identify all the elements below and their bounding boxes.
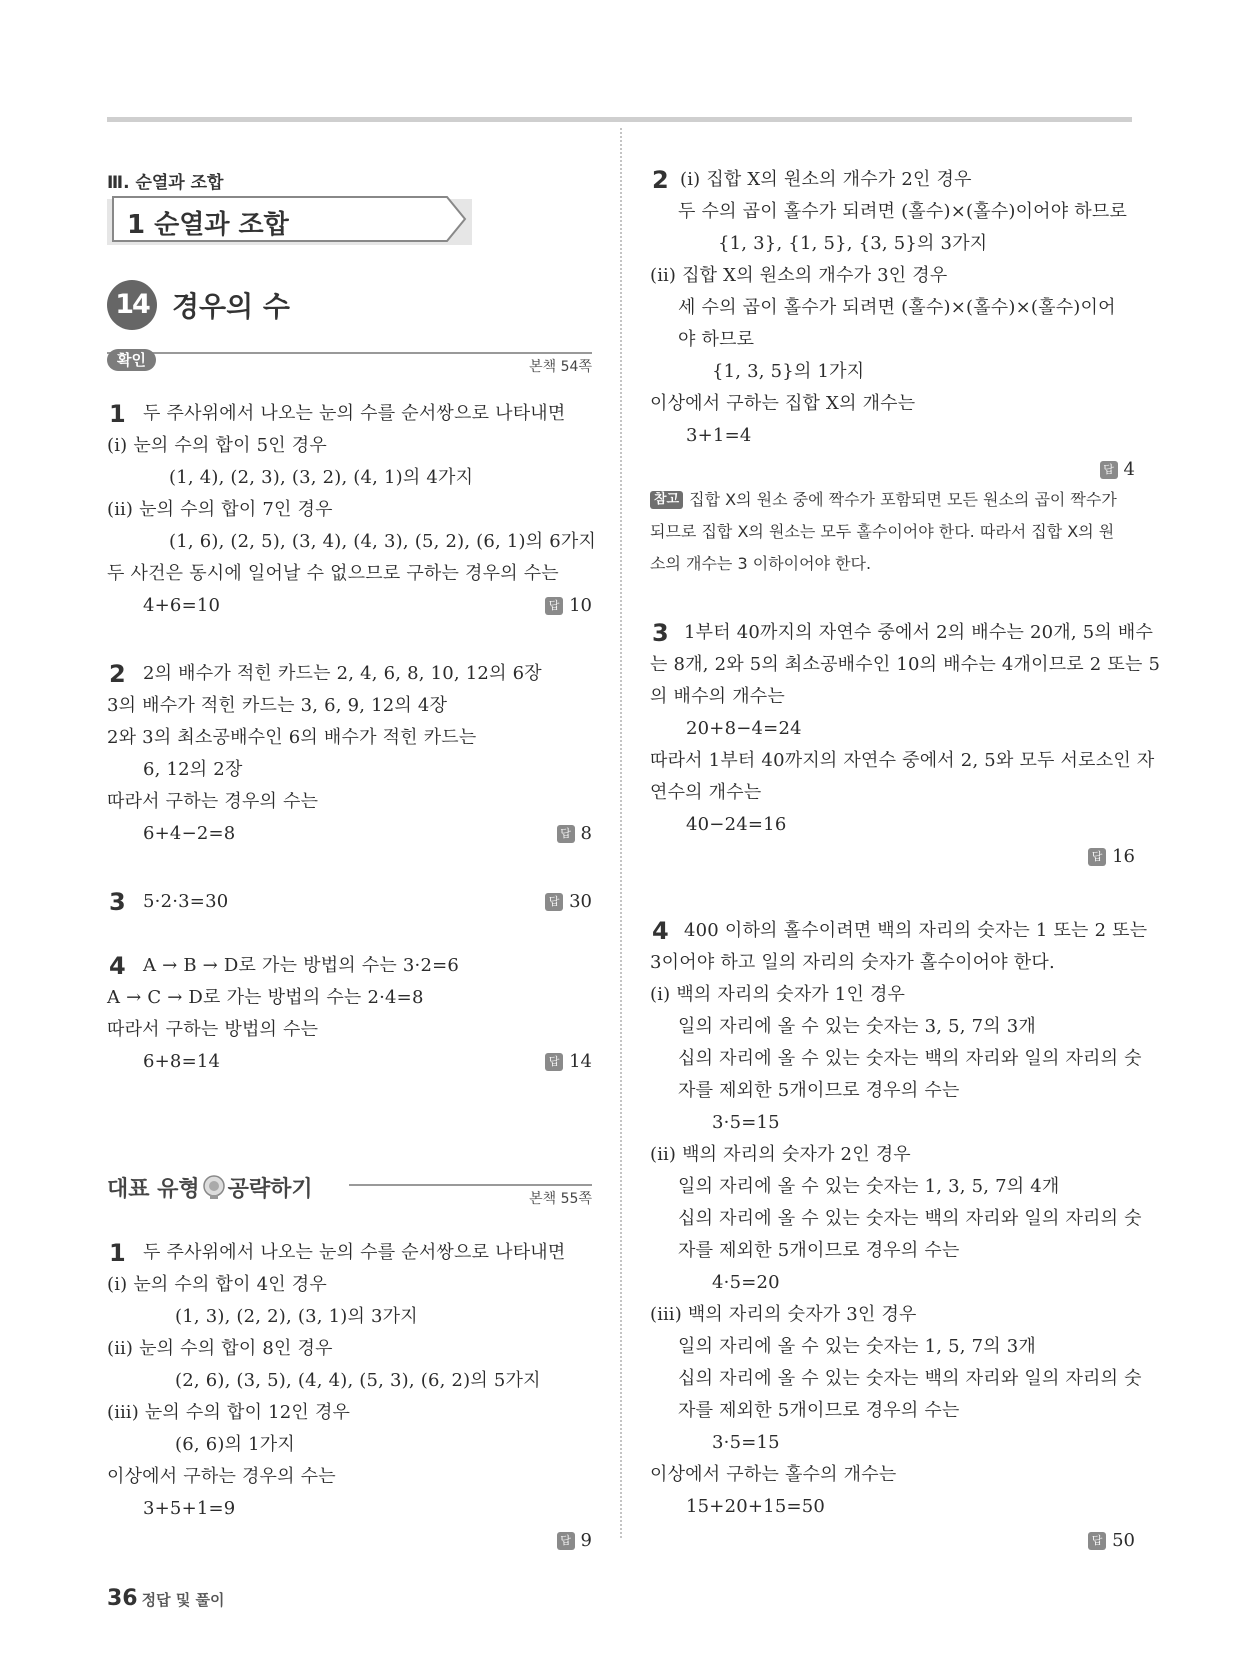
solution-line: (ⅰ) 눈의 수의 합이 5인 경우 [107, 435, 327, 456]
textbook-page-ref: 본책 55쪽 [529, 1191, 592, 1207]
solution-line: 3이어야 하고 일의 자리의 숫자가 홀수이어야 한다. [650, 952, 1055, 973]
solution-line: 이상에서 구하는 홀수의 개수는 [650, 1464, 897, 1485]
solution-line: 4·5=20 [712, 1272, 780, 1293]
answer-badge: 답 [557, 825, 575, 843]
solution-line: (1, 3), (2, 2), (3, 1)의 3가지 [175, 1306, 418, 1327]
solution-line: (ⅲ) 백의 자리의 숫자가 3인 경우 [650, 1304, 917, 1325]
answer-box [557, 1529, 592, 1553]
solution-line: 는 8개, 2와 5의 최소공배수인 10의 배수는 4개이므로 2 또는 5 [650, 654, 1161, 675]
solution-line: (ⅱ) 눈의 수의 합이 8인 경우 [107, 1338, 333, 1359]
solution-line: 2와 3의 최소공배수인 6의 배수가 적힌 카드는 [107, 727, 477, 748]
daepyo-section-header [107, 1172, 592, 1206]
solution-line: 6+8=14 [143, 1051, 221, 1072]
column-divider [620, 128, 622, 1538]
answer-value: 14 [569, 1051, 592, 1072]
chapter-heading: Ⅲ. 순열과 조합 [107, 173, 224, 193]
solution-line: 따라서 구하는 방법의 수는 [107, 1019, 319, 1040]
note-badge: 참고 [650, 491, 683, 509]
page-number: 36 [107, 1586, 138, 1611]
solution-line: 십의 자리에 올 수 있는 숫자는 백의 자리와 일의 자리의 숫 [678, 1048, 1142, 1069]
answer-value: 8 [580, 823, 592, 844]
answer-box [1088, 845, 1135, 869]
solution-line: (ⅰ) 백의 자리의 숫자가 1인 경우 [650, 984, 906, 1005]
solution-line: 20+8−4=24 [686, 718, 802, 739]
answer-box [545, 1050, 592, 1074]
solution-line: 6+4−2=8 [143, 823, 236, 844]
daepyo-title-b: 공략하기 [227, 1177, 313, 1202]
solution-line: 5·2·3=30 [143, 891, 229, 912]
answer-value: 10 [569, 595, 592, 616]
daepyo-title-a: 대표 유형 [107, 1177, 200, 1202]
solution-line: 3·5=15 [712, 1432, 780, 1453]
solution-line: (1, 6), (2, 5), (3, 4), (4, 3), (5, 2), (6, 1)의 6가지 [169, 531, 597, 552]
answer-badge: 답 [545, 597, 563, 615]
problem-number: 2 [652, 166, 669, 194]
answer-value: 9 [580, 1530, 592, 1551]
solution-line: 야 하므로 [678, 329, 755, 350]
problem-number: 1 [109, 1239, 126, 1267]
solution-line: {1, 3, 5}의 1가지 [712, 361, 865, 382]
solution-line: 두 수의 곱이 홀수가 되려면 (홀수)×(홀수)이어야 하므로 [678, 201, 1128, 222]
solution-line: (ⅰ) 눈의 수의 합이 4인 경우 [107, 1274, 327, 1295]
daepyo-title [107, 1172, 313, 1203]
solution-line: 40−24=16 [686, 814, 787, 835]
note-line: 되므로 집합 X의 원소는 모두 홀수이어야 한다. 따라서 집합 X의 원 [650, 522, 1115, 541]
solution-line: {1, 3}, {1, 5}, {3, 5}의 3가지 [718, 233, 988, 254]
solution-line: A → C → D로 가는 방법의 수는 2·4=8 [107, 987, 424, 1008]
top-rule [107, 117, 1132, 122]
solution-line: 3+5+1=9 [143, 1498, 236, 1519]
solution-line: 연수의 개수는 [650, 782, 762, 803]
answer-badge: 답 [1088, 848, 1106, 866]
unit-title-box [107, 195, 472, 245]
answer-badge: 답 [1100, 461, 1118, 479]
answer-value: 4 [1123, 459, 1135, 480]
solution-line: 일의 자리에 올 수 있는 숫자는 3, 5, 7의 3개 [678, 1016, 1036, 1037]
solution-line: (6, 6)의 1가지 [175, 1434, 295, 1455]
solution-line: 따라서 구하는 경우의 수는 [107, 791, 319, 812]
answer-badge: 답 [557, 1532, 575, 1550]
solution-line: (ⅱ) 백의 자리의 숫자가 2인 경우 [650, 1144, 911, 1165]
answer-badge: 답 [1088, 1532, 1106, 1550]
solution-line: 400 이하의 홀수이려면 백의 자리의 숫자는 1 또는 2 또는 [684, 920, 1148, 941]
solution-line: 두 사건은 동시에 일어날 수 없으므로 구하는 경우의 수는 [107, 563, 559, 584]
solution-line: 세 수의 곱이 홀수가 되려면 (홀수)×(홀수)×(홀수)이어 [678, 297, 1116, 318]
solution-line: (ⅲ) 눈의 수의 합이 12인 경우 [107, 1402, 351, 1423]
solution-line: 15+20+15=50 [686, 1496, 826, 1517]
unit-title: 1 순열과 조합 [127, 210, 289, 240]
solution-line: 십의 자리에 올 수 있는 숫자는 백의 자리와 일의 자리의 숫 [678, 1368, 1142, 1389]
solution-line: 두 주사위에서 나오는 눈의 수를 순서쌍으로 나타내면 [143, 403, 566, 424]
solution-line: 2의 배수가 적힌 카드는 2, 4, 6, 8, 10, 12의 6장 [143, 663, 542, 684]
solution-line: 두 주사위에서 나오는 눈의 수를 순서쌍으로 나타내면 [143, 1242, 566, 1263]
solution-line: 3의 배수가 적힌 카드는 3, 6, 9, 12의 4장 [107, 695, 448, 716]
solution-line: A → B → D로 가는 방법의 수는 3·2=6 [143, 955, 460, 976]
note-text: 집합 X의 원소 중에 짝수가 포함되면 모든 원소의 곱이 짝수가 [689, 490, 1117, 509]
note-line [650, 484, 1117, 516]
solution-line: 3·5=15 [712, 1112, 780, 1133]
footer-label: 정답 및 풀이 [141, 1591, 225, 1609]
lesson-number-badge: 14 [107, 280, 157, 330]
solution-line: 의 배수의 개수는 [650, 686, 785, 707]
solution-line: 일의 자리에 올 수 있는 숫자는 1, 5, 7의 3개 [678, 1336, 1036, 1357]
solution-line: 이상에서 구하는 집합 X의 개수는 [650, 393, 916, 414]
solution-line: 6, 12의 2장 [143, 759, 243, 780]
solution-line: (ⅱ) 눈의 수의 합이 7인 경우 [107, 499, 333, 520]
answer-box [545, 890, 592, 914]
answer-box [545, 594, 592, 618]
solution-line: (1, 4), (2, 3), (3, 2), (4, 1)의 4가지 [169, 467, 474, 488]
solution-line: 3+1=4 [686, 425, 752, 446]
solution-line: 십의 자리에 올 수 있는 숫자는 백의 자리와 일의 자리의 숫 [678, 1208, 1142, 1229]
section-rule [107, 352, 592, 354]
lesson-title: 경우의 수 [172, 290, 290, 323]
confirm-section-header [107, 352, 592, 376]
solution-line: 일의 자리에 올 수 있는 숫자는 1, 3, 5, 7의 4개 [678, 1176, 1060, 1197]
answer-value: 16 [1112, 846, 1135, 867]
problem-number: 2 [109, 660, 126, 688]
lightbulb-icon [203, 1174, 225, 1200]
confirm-label: 확인 [107, 349, 156, 371]
solution-line: 자를 제외한 5개이므로 경우의 수는 [678, 1080, 960, 1101]
page-footer [107, 1586, 225, 1611]
textbook-page-ref: 본책 54쪽 [529, 359, 592, 375]
note-line: 소의 개수는 3 이하이어야 한다. [650, 554, 872, 573]
answer-box [1088, 1529, 1135, 1553]
answer-value: 50 [1112, 1530, 1135, 1551]
problem-number: 1 [109, 400, 126, 428]
solution-line: 따라서 1부터 40까지의 자연수 중에서 2, 5와 모두 서로소인 자 [650, 750, 1155, 771]
solution-line: 자를 제외한 5개이므로 경우의 수는 [678, 1240, 960, 1261]
solution-line: (2, 6), (3, 5), (4, 4), (5, 3), (6, 2)의 5가지 [175, 1370, 541, 1391]
solution-line: 1부터 40까지의 자연수 중에서 2의 배수는 20개, 5의 배수 [684, 622, 1154, 643]
section-rule [349, 1184, 592, 1186]
solution-line: (ⅰ) 집합 X의 원소의 개수가 2인 경우 [680, 169, 972, 190]
solution-line: 이상에서 구하는 경우의 수는 [107, 1466, 336, 1487]
solution-line: (ⅱ) 집합 X의 원소의 개수가 3인 경우 [650, 265, 948, 286]
problem-number: 4 [652, 917, 669, 945]
solution-line: 4+6=10 [143, 595, 221, 616]
answer-badge: 답 [545, 1053, 563, 1071]
problem-number: 4 [109, 952, 126, 980]
problem-number: 3 [652, 619, 669, 647]
problem-number: 3 [109, 888, 126, 916]
solution-line: 자를 제외한 5개이므로 경우의 수는 [678, 1400, 960, 1421]
answer-badge: 답 [545, 893, 563, 911]
answer-box [557, 822, 592, 846]
answer-value: 30 [569, 891, 592, 912]
answer-box [1100, 458, 1135, 482]
